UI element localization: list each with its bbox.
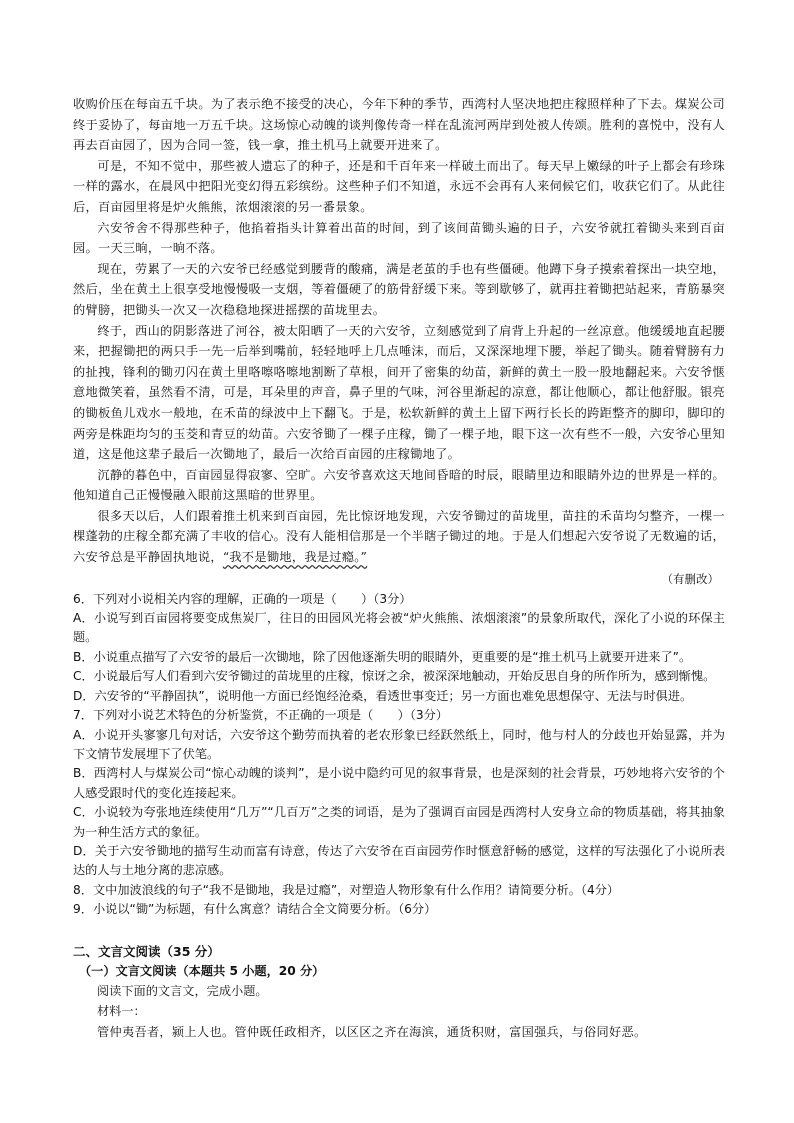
- source-note: （有删改）: [661, 571, 719, 586]
- story-paragraph-7: [73, 506, 725, 568]
- question-7-option-c: C．小说较为夸张地连续使用“几万”“几百万”之类的词语，是为了强调百亩园是西湾村人安身立命的物质基础，将其抽象为一种生活方式的象征。: [73, 805, 725, 839]
- question-6-option-a: A．小说写到百亩园将要变成焦炭厂，往日的田园风光将会被“炉火熊熊、浓烟滚滚”的景象所取代，深化了小说的环保主题。: [73, 611, 725, 645]
- story-paragraph-3: 六安爷舍不得那些种子，他掐着指头计算着出苗的时间，到了该间苗锄头遍的日子，六安爷就扛着锄头来到百亩园。一天三晌，一晌不落。: [73, 220, 725, 256]
- question-6-option-c: C．小说最后写人们看到六安爷锄过的苗垅里的庄稼，惊讶之余，被深深地触动，开始反思自身的所作所为，感到惭愧。: [73, 669, 716, 684]
- story-paragraph-4: 现在，劳累了一天的六安爷已经感觉到腰背的酸痛，满是老茧的手也有些僵硬。他蹲下身子摸索着探出一块空地，然后，坐在黄土上很享受地慢慢吸一支烟，等着僵硬了的筋骨舒缓下来。等到歇够了，就再拄着锄把站起来，青筋暴突的臂膀，把锄头一次又一次稳稳地探进摇摆的苗垅里去。: [73, 261, 725, 317]
- section-subtitle: （一）文言文阅读（本题共 5 小题，20 分）: [79, 963, 325, 978]
- material-label: 材料一：: [97, 1003, 146, 1018]
- question-6-stem: 6．下列对小说相关内容的理解，正确的一项是（ ）（3分）: [73, 591, 412, 606]
- question-8: 8．文中加波浪线的句子“我不是锄地，我是过瘾”，对塑造人物形象有什么作用？请简要分析。（4分）: [73, 882, 620, 897]
- section-title: 二、文言文阅读（35 分）: [73, 943, 220, 959]
- wavy-underlined-sentence: “我不是锄地，我是过瘾。”: [222, 550, 368, 565]
- section-classical-chinese: [73, 942, 725, 1043]
- question-7-option-d: D．关于六安爷锄地的描写生动而富有诗意，传达了六安爷在百亩园劳作时惬意舒畅的感觉，这样的写法强化了小说所表达的人与土地分离的悲凉感。: [73, 843, 725, 878]
- story-paragraph-6: 沉静的暮色中，百亩园显得寂寥、空旷。六安爷喜欢这天地间昏暗的时辰，眼睛里边和眼睛外边的世界是一样的。他知道自己正慢慢融入眼前这黑暗的世界里。: [73, 467, 725, 503]
- story-paragraph-7-text: 很多天以后，人们跟着推土机来到百亩园，先比惊讶地发现，六安爷锄过的苗垅里，苗拄的禾苗均匀整齐，一棵一棵蓬勃的庄稼全都充满了丰收的信心。没有人能相信那是一个半瞎子锄过的地。于是人们想起六安爷说了无数遍的话，六安爷总是平静固执地说，: [73, 508, 725, 565]
- section-instruction: 阅读下面的文言文，完成小题。: [97, 983, 268, 998]
- story-paragraph-1: 收购价压在每亩五千块。为了表示绝不接受的决心，今年下种的季节，西湾村人坚决地把庄稼照样种了下去。煤炭公司终于妥协了，每亩地一万五千块。这场惊心动魄的谈判像传奇一样在乱流河两岸到处被人传颂。胜利的喜悦中，没有人再去百亩园了，因为合同一签，钱一拿，推土机马上就要开进来了。: [73, 97, 725, 153]
- question-9: 9．小说以“锄”为标题，有什么寓意？请结合全文简要分析。（6分）: [73, 902, 437, 917]
- question-6: [73, 590, 725, 706]
- question-6-option-d: D．六安爷的“平静固执”，说明他一方面已经饱经沧桑，看透世事变迁；另一方面也难免思想保守、无法与时俱进。: [73, 688, 693, 703]
- question-7-stem: 7．下列对小说艺术特色的分析鉴赏，不正确的一项是（ ）（3分）: [73, 708, 449, 723]
- question-6-option-b: B．小说重点描写了六安爷的最后一次锄地，除了因他逐渐失明的眼睛外，更重要的是“推土机马上就要开进来了”。: [73, 649, 692, 664]
- question-7-option-a: A．小说开头寥寥几句对话，六安爷这个勤劳而执着的老农形象已经跃然纸上，同时，他与村人的分歧也开始显露，并为下文情节发展埋下了伏笔。: [73, 727, 725, 761]
- exam-page: [73, 94, 725, 1043]
- story-paragraph-5: 终于，西山的阴影落进了河谷，被太阳晒了一天的六安爷，立刻感觉到了肩背上升起的一丝凉意。他缓缓地直起腰来，把握锄把的两只手一先一后举到嘴前，轻轻地呼上几点唾沫，而后，又深深地埋下腰，举起了锄头。随着臂膀有力的扯拽，锋利的锄刃闪在黄土里咯嚓咯嚓地割断了草根，间开了密集的幼苗，新鲜的黄土一股一股地翻起来。六安爷惬意地微笑着，虽然看不清，可是，耳朵里的声音，鼻子里的气味，河谷里渐起的凉意，都让他顺心，都让他舒服。银亮的锄板鱼儿戏水一般地，在禾苗的绿波中上下翻飞。于是，松软新鲜的黄土上留下两行长长的跨距整齐的脚印，脚印的两旁是株距均匀的玉茭和青豆的幼苗。六安爷锄了一棵子庄稼，锄了一棵子地，眼下这一次有些不一般，六安爷心里知道，这是他这辈子最后一次锄地了，最后一次给百亩园的庄稼锄地了。: [73, 323, 725, 462]
- classical-text: 管仲夷吾者，颍上人也。管仲既任政相齐，以区区之齐在海滨，通货积财，富国强兵，与俗同好恶。: [97, 1024, 647, 1039]
- question-7-option-b: B．西湾村人与煤炭公司“惊心动魄的谈判”，是小说中隐约可见的叙事背景，也是深刻的社会背景，巧妙地将六安爷的个人感受跟时代的变化连接起来。: [73, 766, 725, 800]
- question-7: [73, 706, 725, 881]
- story-text: [73, 94, 725, 588]
- story-paragraph-2: 可是，不知不觉中，那些被人遗忘了的种子，还是和千百年来一样破土而出了。每天早上嫩绿的叶子上都会有珍珠一样的露水，在晨风中把阳光变幻得五彩缤纷。这些种子们不知道，永远不会再有人来伺候它们，收获它们了。从此往后，百亩园里将是炉火熊熊，浓烟滚滚的另一番景象。: [73, 158, 725, 214]
